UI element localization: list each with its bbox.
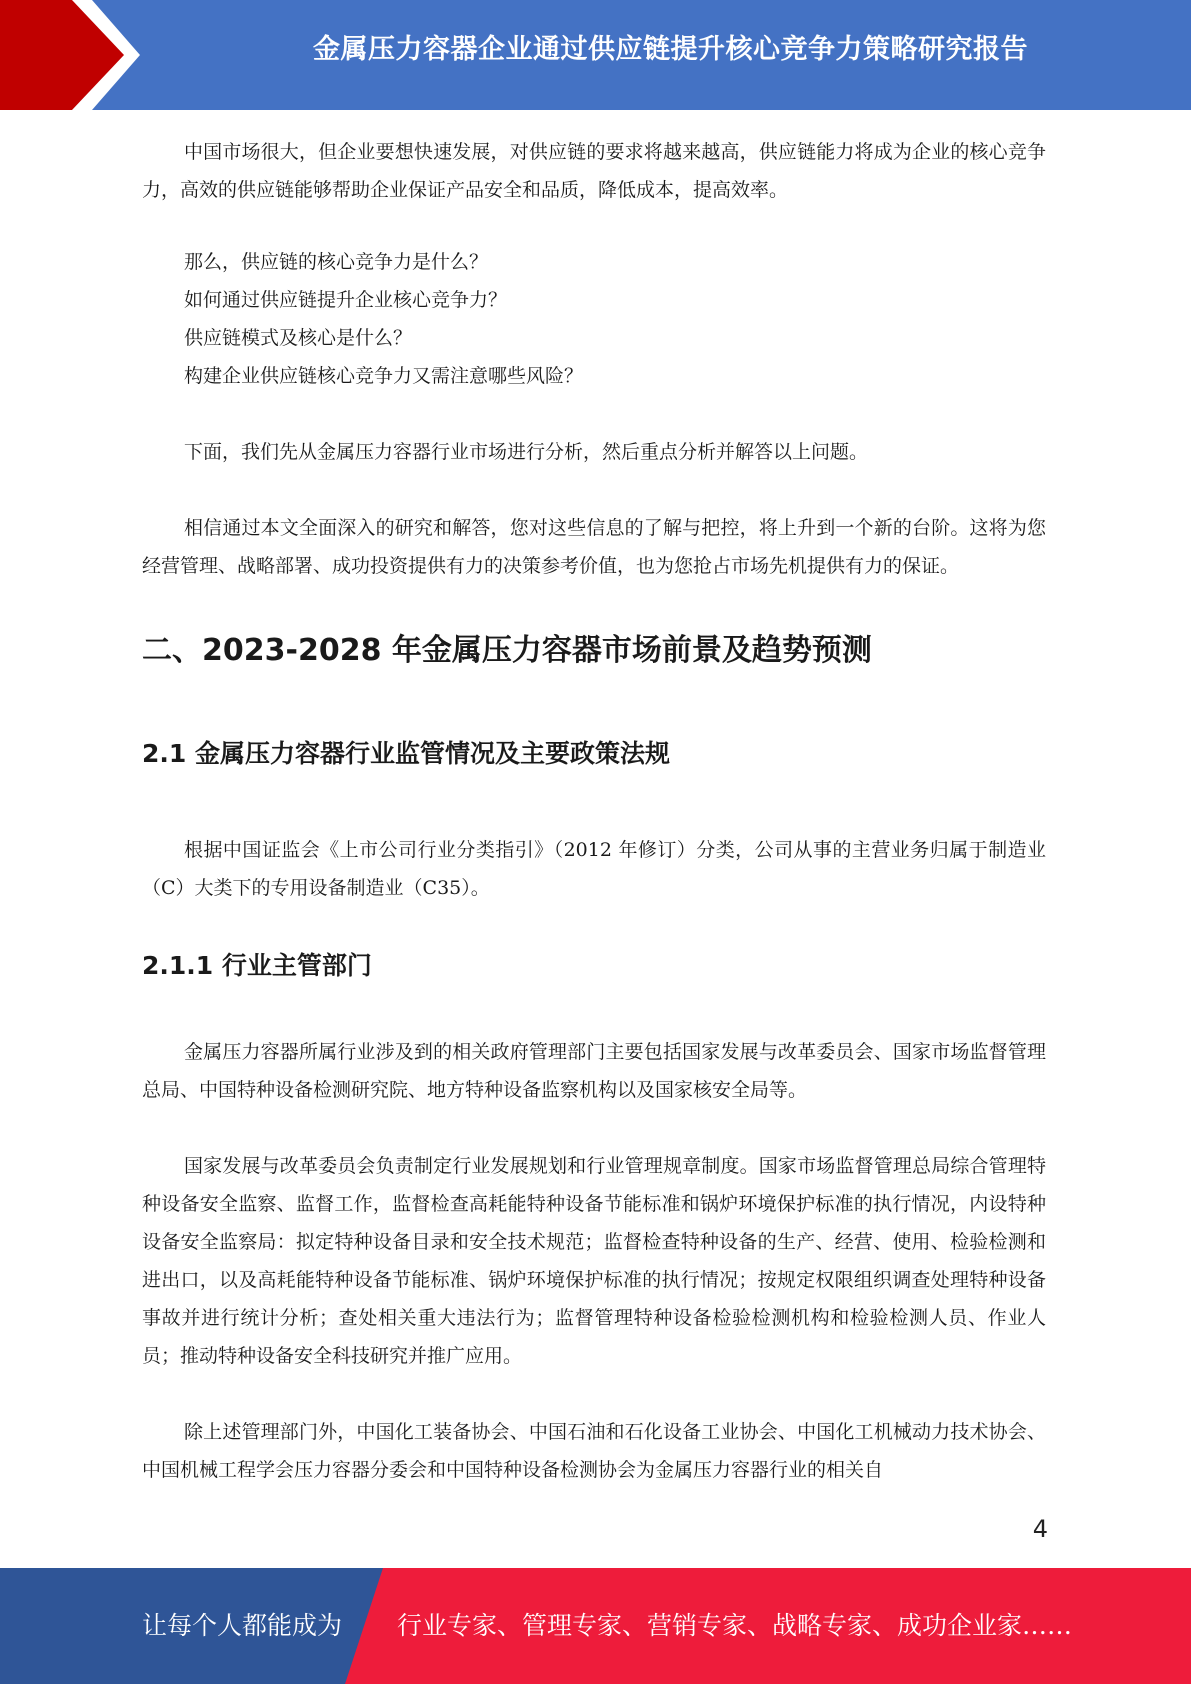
- section-heading: 二、2023-2028 年金属压力容器市场前景及趋势预测: [142, 633, 872, 668]
- footer-banner: [0, 1568, 1191, 1684]
- question-item: 那么，供应链的核心竞争力是什么？: [184, 251, 489, 273]
- associations-paragraph: 除上述管理部门外，中国化工装备协会、中国石油和石化设备工业协会、中国化工机械动力技术协会、中国机械工程学会压力容器分委会和中国特种设备检测协会为金属压力容器行业的相关自: [142, 1421, 1046, 1481]
- subsection-heading: 2.1 金属压力容器行业监管情况及主要政策法规: [142, 739, 670, 768]
- authorities-paragraph: 金属压力容器所属行业涉及到的相关政府管理部门主要包括国家发展与改革委员会、国家市场监督管理总局、中国特种设备检测研究院、地方特种设备监察机构以及国家核安全局等。: [142, 1041, 1046, 1101]
- report-title: 金属压力容器企业通过供应链提升核心竞争力策略研究报告: [313, 34, 1028, 65]
- footer-slogan-left: 让每个人都能成为: [142, 1611, 343, 1640]
- subsubsection-heading: 2.1.1 行业主管部门: [142, 951, 372, 980]
- value-statement-paragraph: 相信通过本文全面深入的研究和解答，您对这些信息的了解与把控，将上升到一个新的台阶。这将为您经营管理、战略部署、成功投资提供有力的决策参考价值，也为您抢占市场先机提供有力的保证。: [142, 517, 1046, 577]
- question-list: [142, 243, 1046, 395]
- intro-paragraph: 中国市场很大，但企业要想快速发展，对供应链的要求将越来越高，供应链能力将成为企业的核心竞争力，高效的供应链能够帮助企业保证产品安全和品质，降低成本，提高效率。: [142, 141, 1046, 201]
- chevron-arrow-decoration: [0, 0, 160, 110]
- question-item: 供应链模式及核心是什么？: [184, 327, 413, 349]
- page-number: 4: [1032, 1515, 1048, 1543]
- question-item: 如何通过供应链提升企业核心竞争力？: [184, 289, 508, 311]
- question-item: 构建企业供应链核心竞争力又需注意哪些风险？: [184, 365, 584, 387]
- header-banner: [0, 0, 1191, 110]
- regulator-duties-paragraph: 国家发展与改革委员会负责制定行业发展规划和行业管理规章制度。国家市场监督管理总局综合管理特种设备安全监察、监督工作，监督检查高耗能特种设备节能标准和锅炉环境保护标准的执行情况，内设特种设备安全监察局：拟定特种设备目录和安全技术规范；监督检查特种设备的生产、经营、使用、检验检测和进出口，以及高耗能特种设备节能标准、锅炉环境保护标准的执行情况；按规定权限组织调查处理特种设备事故并进行统计分析；查处相关重大违法行为；监督管理特种设备检验检测机构和检验检测人员、作业人员；推动特种设备安全科技研究并推广应用。: [142, 1155, 1046, 1367]
- document-body: [142, 133, 1046, 1489]
- analysis-intro-paragraph: 下面，我们先从金属压力容器行业市场进行分析，然后重点分析并解答以上问题。: [184, 441, 869, 463]
- classification-paragraph: 根据中国证监会《上市公司行业分类指引》（2012 年修订）分类，公司从事的主营业务归属于制造业（C）大类下的专用设备制造业（C35）。: [142, 839, 1046, 899]
- footer-slogan-right: 行业专家、管理专家、营销专家、战略专家、成功企业家……: [397, 1611, 1073, 1640]
